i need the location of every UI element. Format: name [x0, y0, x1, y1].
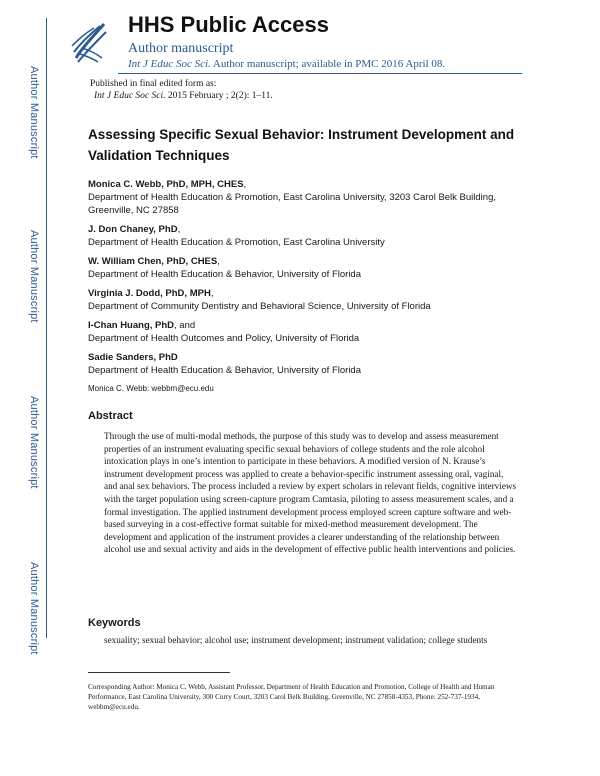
author-entry	[88, 255, 528, 281]
sidebar-label: Author Manuscript	[28, 396, 40, 489]
author-suffix: ,	[177, 224, 181, 235]
published-in	[90, 78, 273, 102]
paper-title: Assessing Specific Sexual Behavior: Instrument Development and Validation Techniques	[88, 127, 515, 163]
corresponding-author-footnote: Corresponding Author: Monica C. Webb, Assistant Professor, Department of Health Education and Promotion, College of Health and Human Performance, East Carolina University, 300 Curry Court, 3203 Carol Belk Building, Greenville, NC 27858-4353, Phone: 252-737-1934, webbm@ecu.edu.	[88, 683, 495, 711]
published-label: Published in final edited form as:	[90, 79, 217, 89]
author-affiliation: Department of Health Education & Behavior, University of Florida	[88, 269, 361, 280]
author-affiliation: Department of Health Outcomes and Policy, University of Florida	[88, 333, 360, 344]
author-entry	[88, 351, 528, 377]
author-name: Sadie Sanders, PhD	[88, 352, 178, 363]
author-name: Virginia J. Dodd, PhD, MPH	[88, 288, 211, 299]
published-citation	[90, 90, 273, 102]
issue-info: 2015 February ; 2(2): 1–11.	[165, 91, 273, 101]
journal-abbrev: Int J Educ Soc Sci.	[128, 58, 211, 70]
author-name: W. William Chen, PhD, CHES	[88, 256, 218, 267]
author-name: J. Don Chaney, PhD	[88, 224, 178, 235]
author-affiliation: Department of Community Dentistry and Behavioral Science, University of Florida	[88, 301, 431, 312]
sidebar-label: Author Manuscript	[28, 562, 40, 655]
author-affiliation: Department of Health Education & Behavior, University of Florida	[88, 365, 361, 376]
keywords-heading: Keywords	[88, 617, 141, 629]
author-affiliation: Department of Health Education & Promotion, East Carolina University, 3203 Carol Belk Building, Greenville, NC 27858	[88, 192, 496, 216]
author-list	[88, 178, 528, 395]
author-entry	[88, 178, 528, 217]
author-affiliation: Department of Health Education & Promotion, East Carolina University	[88, 237, 385, 248]
journal-abbrev: Int J Educ Soc Sci.	[94, 91, 166, 101]
author-suffix: ,	[217, 256, 220, 267]
author-entry	[88, 223, 528, 249]
pmc-citation	[128, 58, 445, 70]
sidebar-label: Author Manuscript	[28, 66, 40, 159]
abstract-text: Through the use of multi-modal methods, the purpose of this study was to develop and assess measurement properties of an instrument evaluating specific sexual behaviors of college students and the role alcohol intoxication plays in one’s intention to participate in these behaviors. A modified version of N. Krause’s instrument development process was applied to create a behavior-specific instrument assessing oral, vaginal, and anal sex behaviors. The process included a review by expert scholars in relevant fields, cognitive interviews with the target population using screen-capture program Camtasia, piloting to assess measurement scales, and a formal investigation. The applied instrument development process employed screen capture software and web-based surveying in a cost-effective format suitable for mixed-method measurement development. The development and application of the instrument provides a clearer understanding of the relationship between alcohol use and sexual activity and aids in the development of effective public health interventions and policies.	[104, 431, 517, 555]
pmc-availability: Author manuscript; available in PMC 2016 April 08.	[210, 58, 446, 70]
author-name: Monica C. Webb, PhD, MPH, CHES	[88, 179, 244, 190]
corresponding-email: Monica C. Webb: webbm@ecu.edu	[88, 384, 214, 393]
hhs-public-access-title: HHS Public Access	[128, 12, 329, 37]
keywords-text: sexuality; sexual behavior; alcohol use; instrument development; instrument validation; college students	[104, 635, 488, 645]
footnote-rule	[88, 672, 230, 673]
hhs-eagle-logo-icon	[68, 18, 110, 64]
sidebar-label: Author Manuscript	[28, 230, 40, 323]
author-name: I-Chan Huang, PhD	[88, 320, 175, 331]
author-manuscript-subtitle: Author manuscript	[128, 41, 234, 56]
author-suffix: ,	[210, 288, 214, 299]
author-entry	[88, 319, 528, 345]
sidebar-divider	[46, 18, 47, 638]
author-suffix: , and	[174, 320, 196, 331]
author-entry	[88, 287, 528, 313]
header-rule	[118, 73, 522, 74]
abstract-heading: Abstract	[88, 410, 133, 422]
author-suffix: ,	[243, 179, 247, 190]
